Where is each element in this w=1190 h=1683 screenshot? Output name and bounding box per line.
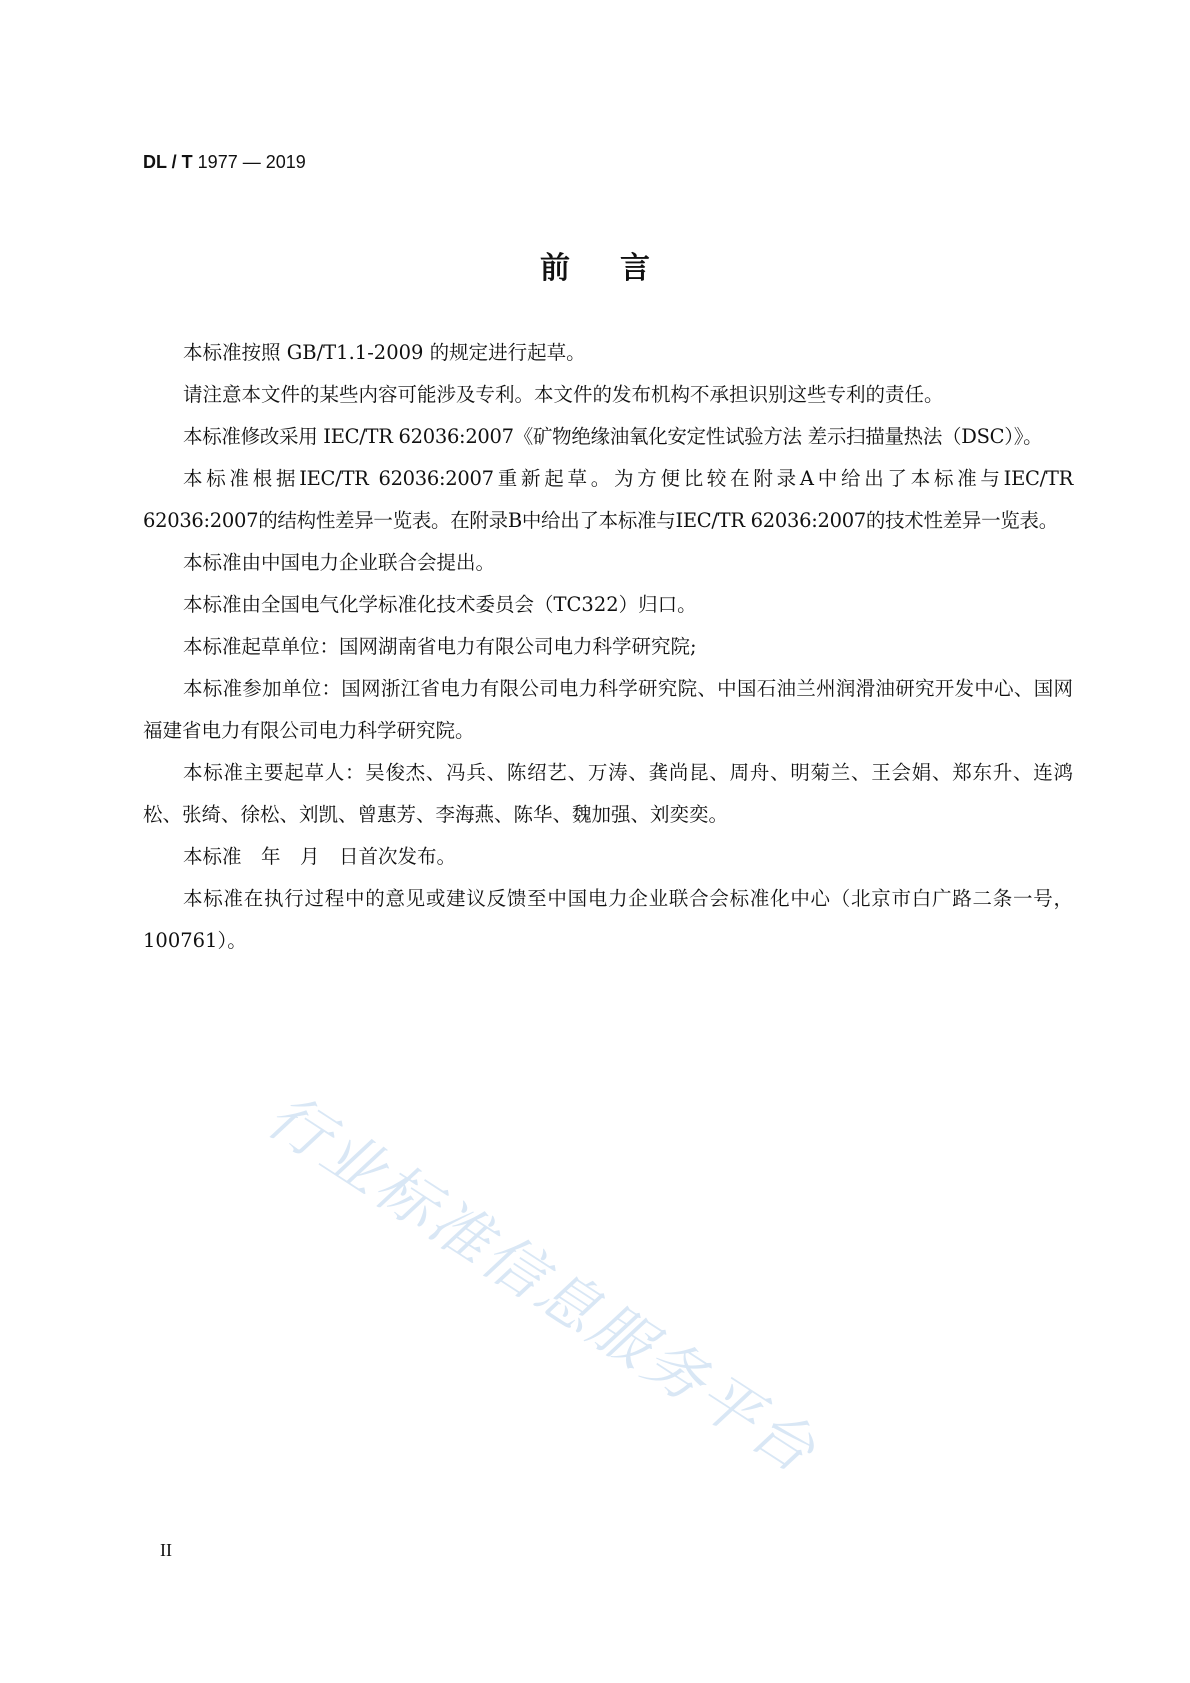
paragraph-centralized-by: 本标准由全国电气化学标准化技术委员会（TC322）归口。 bbox=[183, 593, 697, 616]
paragraph-adoption: 本标准修改采用 IEC/TR 62036:2007《矿物绝缘油氧化安定性试验方法 差示扫描量热法（DSC）》。 bbox=[183, 425, 1043, 448]
paragraph-drafters: 本标准主要起草人：吴俊杰、冯兵、陈绍艺、万涛、龚尚昆、周舟、明菊兰、王会娟、郑东升、连鸿松、张绮、徐松、刘凯、曾惠芳、李海燕、陈华、魏加强、刘奕奕。 bbox=[143, 761, 1073, 826]
paragraph-patent-notice: 请注意本文件的某些内容可能涉及专利。本文件的发布机构不承担识别这些专利的责任。 bbox=[183, 383, 944, 406]
paragraph-redrafting: 本标准根据IEC/TR 62036:2007重新起草。为方便比较在附录A中给出了本标准与IEC/TR 62036:2007的结构性差异一览表。在附录B中给出了本标准与IEC/TR 62036:2007的技术性差异一览表。 bbox=[143, 467, 1073, 532]
paragraph-participating-units: 本标准参加单位：国网浙江省电力有限公司电力科学研究院、中国石油兰州润滑油研究开发中心、国网福建省电力有限公司电力科学研究院。 bbox=[143, 677, 1073, 742]
paragraph-feedback: 本标准在执行过程中的意见或建议反馈至中国电力企业联合会标准化中心（北京市白广路二条一号，100761）。 bbox=[143, 887, 1073, 952]
foreword-body bbox=[143, 332, 1073, 962]
page-title: 前言 bbox=[540, 251, 700, 286]
standard-code bbox=[143, 152, 306, 173]
watermark: 行业标准信息服务平台 bbox=[254, 1080, 830, 1489]
paragraph-drafting-unit: 本标准起草单位：国网湖南省电力有限公司电力科学研究院; bbox=[183, 635, 697, 658]
page-number: II bbox=[160, 1540, 172, 1560]
standard-code-prefix: DL / T bbox=[143, 152, 193, 172]
paragraph-drafting-rules: 本标准按照 GB/T1.1-2009 的规定进行起草。 bbox=[183, 341, 586, 364]
paragraph-first-release: 本标准 年 月 日首次发布。 bbox=[183, 845, 457, 868]
standard-code-number: 1977 — 2019 bbox=[192, 152, 306, 172]
paragraph-proposer: 本标准由中国电力企业联合会提出。 bbox=[183, 551, 496, 574]
